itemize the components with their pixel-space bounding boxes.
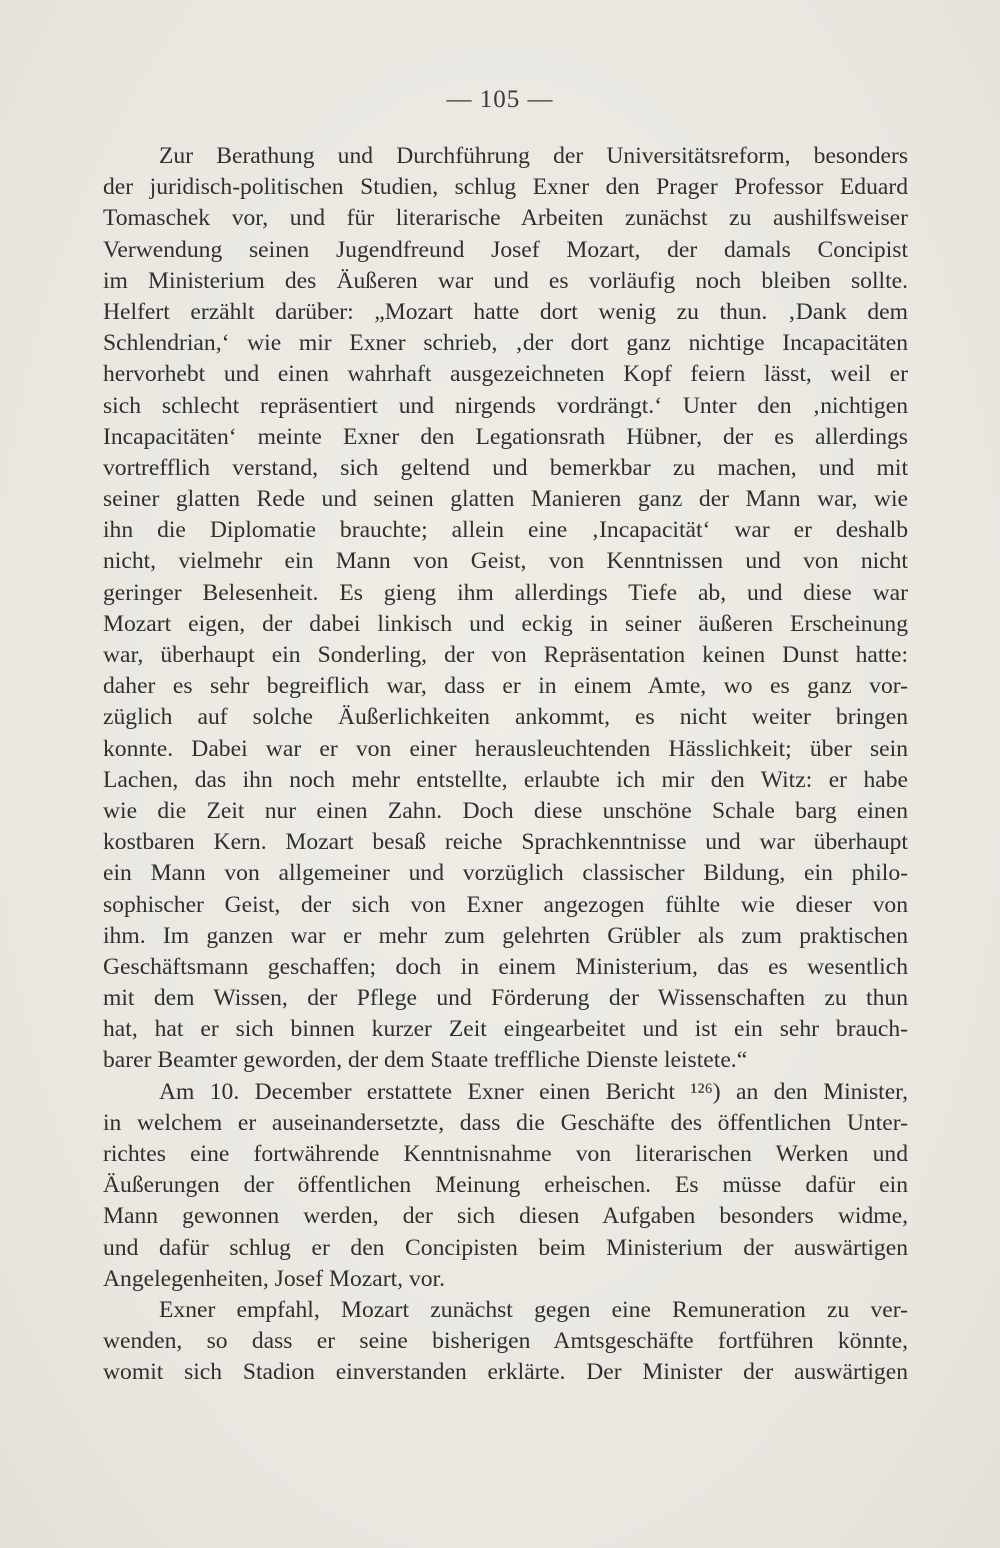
text-line: Am 10. December erstattete Exner einen Bericht ¹²⁶) an den Minister, (159, 1078, 908, 1105)
text-line: wie die Zeit nur einen Zahn. Doch diese unschöne Schale barg einen (103, 797, 908, 824)
text-line: womit sich Stadion einverstanden erklärte. Der Minister der auswärtigen (103, 1359, 908, 1386)
text-line: Incapacitäten‘ meinte Exner den Legationsrath Hübner, der es allerdings (103, 423, 908, 450)
text-line: im Ministerium des Äußeren war und es vorläufig noch bleiben sollte. (103, 267, 908, 294)
text-line: in welchem er auseinandersetzte, dass die Geschäfte des öffentlichen Unter- (103, 1109, 908, 1136)
page-number: — 105 — (446, 86, 554, 113)
text-line: barer Beamter geworden, der dem Staate treffliche Dienste leistete.“ (103, 1047, 748, 1074)
text-line: richtes eine fortwährende Kenntnisnahme von literarischen Werken und (103, 1141, 908, 1167)
text-line: geringer Belesenheit. Es gieng ihm allerdings Tiefe ab, und diese war (103, 579, 908, 606)
text-line: konnte. Dabei war er von einer herausleuchtenden Hässlichkeit; über sein (103, 735, 908, 762)
text-line: der juridisch-politischen Studien, schlug Exner den Prager Professor Eduard (103, 174, 908, 201)
text-line: daher es sehr begreiflich war, dass er in einem Amte, wo es ganz vor- (103, 673, 908, 700)
text-line: war, überhaupt ein Sonderling, der von Repräsentation keinen Dunst hatte: (103, 642, 908, 668)
text-line: hat, hat er sich binnen kurzer Zeit eingearbeitet und ist ein sehr brauch- (103, 1016, 908, 1043)
text-line: Lachen, das ihn noch mehr entstellte, erlaubte ich mir den Witz: er habe (103, 766, 908, 793)
text-line: Angelegenheiten, Josef Mozart, vor. (103, 1265, 446, 1292)
text-line: und dafür schlug er den Concipisten beim Ministerium der auswärtigen (103, 1234, 908, 1261)
text-line: Geschäftsmann geschaffen; doch in einem Ministerium, das es wesentlich (103, 953, 908, 980)
text-line: Mann gewonnen werden, der sich diesen Aufgaben besonders widme, (103, 1203, 908, 1230)
text-line: Zur Berathung und Durchführung der Universitätsreform, besonders (159, 143, 908, 169)
text-line: ihn die Diplomatie brauchte; allein eine ‚Incapacität‘ war er deshalb (103, 517, 908, 544)
text-line: ihm. Im ganzen war er mehr zum gelehrten Grübler als zum praktischen (103, 922, 908, 949)
text-line: wenden, so dass er seine bisherigen Amtsgeschäfte fortführen könnte, (103, 1328, 908, 1355)
text-line: hervorhebt und einen wahrhaft ausgezeichneten Kopf feiern lässt, weil er (103, 361, 908, 388)
text-line: nicht, vielmehr ein Mann von Geist, von Kenntnissen und von nicht (103, 548, 908, 575)
text-line: kostbaren Kern. Mozart besaß reiche Sprachkenntnisse und war überhaupt (103, 829, 908, 856)
text-line: Äußerungen der öffentlichen Meinung erheischen. Es müsse dafür ein (103, 1172, 908, 1199)
text-line: Tomaschek vor, und für literarische Arbeiten zunächst zu aushilfsweiser (103, 205, 908, 232)
text-line: vortrefflich verstand, sich geltend und bemerkbar zu machen, und mit (103, 454, 908, 481)
text-line: sophischer Geist, der sich von Exner angezogen fühlte wie dieser von (103, 891, 908, 918)
text-line: Schlendrian,‘ wie mir Exner schrieb, ‚der dort ganz nichtige Incapacitäten (103, 330, 908, 357)
text-line: Helfert erzählt darüber: „Mozart hatte dort wenig zu thun. ‚Dank dem (103, 298, 908, 325)
body-text (103, 141, 908, 1389)
text-line: züglich auf solche Äußerlichkeiten ankommt, es nicht weiter bringen (103, 704, 908, 731)
text-line: Exner empfahl, Mozart zunächst gegen eine Remuneration zu ver- (159, 1296, 908, 1323)
text-line: sich schlecht repräsentiert und nirgends vordrängt.‘ Unter den ‚nichtigen (103, 392, 908, 419)
text-line: Mozart eigen, der dabei linkisch und eckig in seiner äußeren Erscheinung (103, 610, 908, 637)
text-line: ein Mann von allgemeiner und vorzüglich classischer Bildung, ein philo- (103, 860, 908, 887)
text-line: mit dem Wissen, der Pflege und Förderung der Wissenschaften zu thun (103, 985, 908, 1012)
text-line: seiner glatten Rede und seinen glatten Manieren ganz der Mann war, wie (103, 486, 908, 513)
text-line: Verwendung seinen Jugendfreund Josef Mozart, der damals Concipist (103, 236, 908, 263)
